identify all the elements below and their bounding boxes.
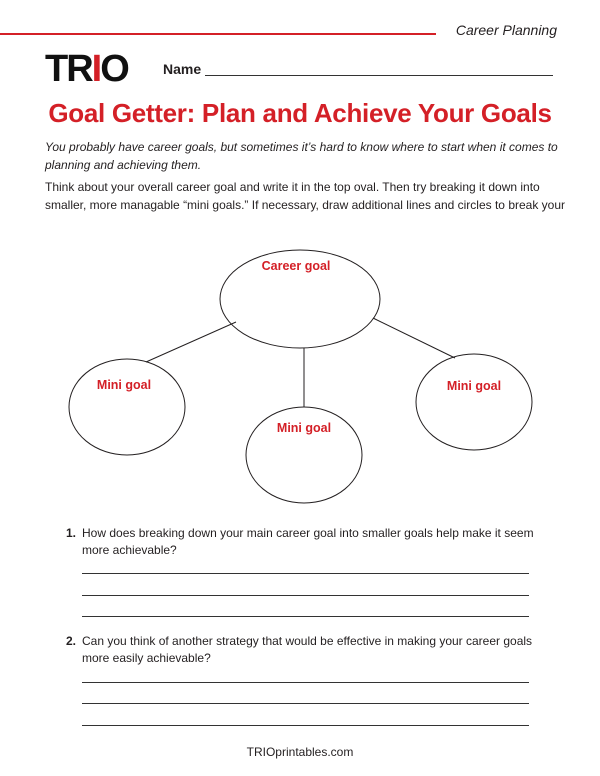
mini-goal-label: Mini goal: [276, 421, 332, 435]
answer-line[interactable]: [82, 703, 529, 704]
section-label: Career Planning: [455, 22, 557, 38]
question-number: 1.: [66, 526, 77, 540]
question-number: 2.: [66, 634, 77, 648]
career-goal-label: Career goal: [261, 259, 331, 273]
instructions-text: Think about your overall career goal and write it in the top oval. Then try breaking it down into smaller, more managable “mini goals.” If necessary, draw additional lines and circles to break your: [45, 180, 566, 212]
mini-goal-label: Mini goal: [96, 378, 152, 392]
answer-line[interactable]: [82, 616, 529, 617]
footer-link[interactable]: TRIOprintables.com: [246, 745, 354, 759]
mini-goal-label: Mini goal: [446, 379, 502, 393]
answer-line[interactable]: [82, 682, 529, 683]
page-title: Goal Getter: Plan and Achieve Your Goals: [48, 98, 552, 128]
connector-right: [373, 318, 455, 358]
mini-goal-oval-left[interactable]: [69, 359, 185, 455]
name-label: Name: [163, 61, 202, 77]
answer-line[interactable]: [82, 725, 529, 726]
connector-left: [146, 322, 236, 362]
question-text: Can you think of another strategy that would be effective in making your career goals more easily achievable?: [82, 634, 533, 665]
mini-goal-oval-right[interactable]: [416, 354, 532, 450]
intro-text: You probably have career goals, but sometimes it’s hard to know where to start when it comes to planning and achieving them.: [45, 140, 558, 172]
answer-line[interactable]: [82, 595, 529, 596]
trio-logo: TRIO: [45, 48, 128, 90]
question-text: How does breaking down your main career goal into smaller goals help make it seem more achievable?: [82, 526, 534, 557]
answer-line[interactable]: [82, 573, 529, 574]
